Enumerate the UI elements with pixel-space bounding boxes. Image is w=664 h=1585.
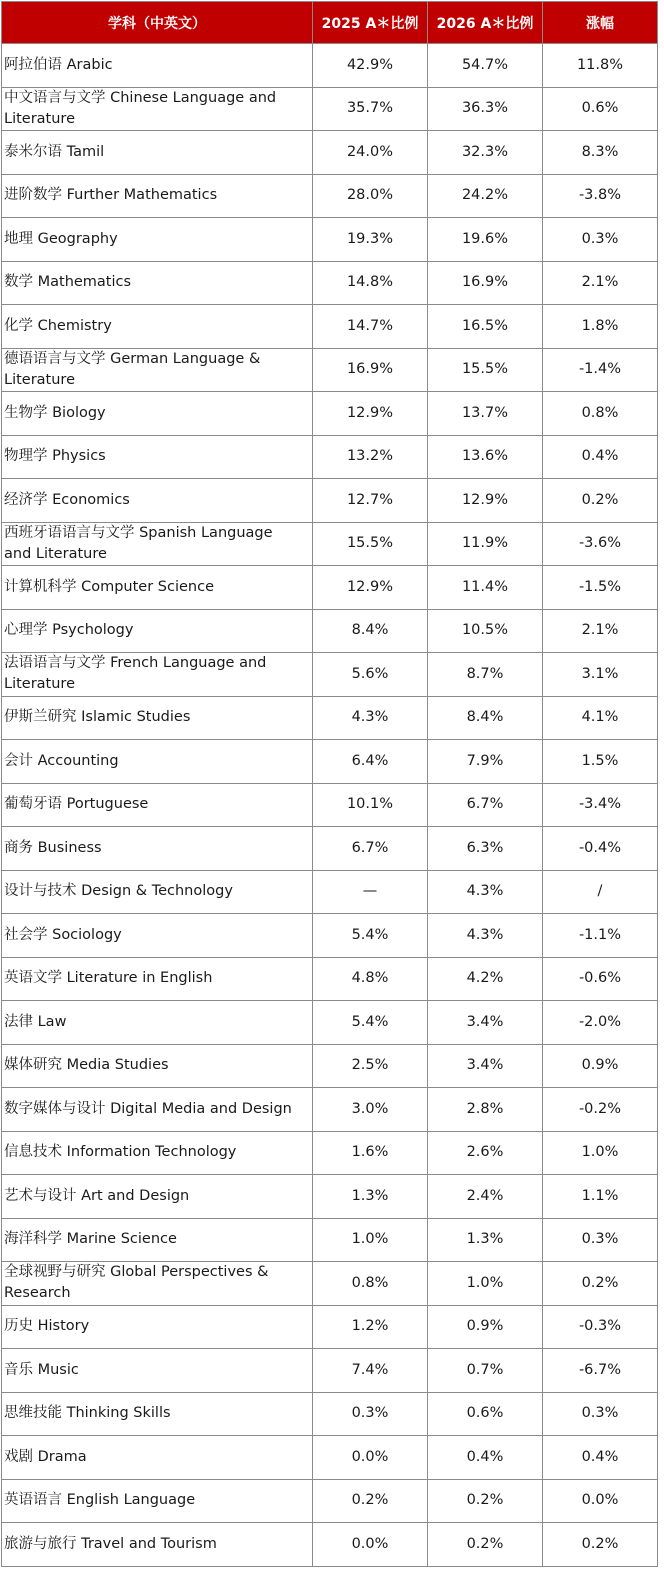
cell-2026: 8.7% [428,653,543,697]
cell-change: -6.7% [543,1349,658,1393]
cell-subject: 地理 Geography [2,218,313,262]
cell-change: 4.1% [543,696,658,740]
table-row [2,566,658,610]
cell-change: 0.3% [543,218,658,262]
table-row [2,1175,658,1219]
cell-subject: 泰米尔语 Tamil [2,131,313,175]
cell-2026: 16.5% [428,305,543,349]
cell-subject: 信息技术 Information Technology [2,1131,313,1175]
cell-change: 0.0% [543,1479,658,1523]
cell-2026: 16.9% [428,261,543,305]
cell-change: 8.3% [543,131,658,175]
cell-subject: 西班牙语语言与文学 Spanish Language and Literature [2,522,313,566]
cell-2025: 12.9% [313,392,428,436]
cell-2025: 5.4% [313,1001,428,1045]
cell-2026: 4.2% [428,957,543,1001]
cell-2026: 12.9% [428,479,543,523]
table-row [2,653,658,697]
cell-change: -1.1% [543,914,658,958]
cell-2026: 3.4% [428,1044,543,1088]
cell-change: / [543,870,658,914]
table-row [2,1349,658,1393]
cell-2026: 8.4% [428,696,543,740]
table-row [2,914,658,958]
cell-2026: 19.6% [428,218,543,262]
cell-subject: 心理学 Psychology [2,609,313,653]
cell-2026: 3.4% [428,1001,543,1045]
cell-subject: 法语语言与文学 French Language and Literature [2,653,313,697]
cell-2026: 54.7% [428,44,543,88]
header-2025: 2025 A＊比例 [313,2,428,44]
cell-2025: 5.4% [313,914,428,958]
header-row [2,2,658,44]
header-change: 涨幅 [543,2,658,44]
cell-2026: 6.3% [428,827,543,871]
cell-2025: 12.9% [313,566,428,610]
cell-change: -0.2% [543,1088,658,1132]
cell-2026: 2.4% [428,1175,543,1219]
cell-subject: 音乐 Music [2,1349,313,1393]
cell-change: 11.8% [543,44,658,88]
table-row [2,218,658,262]
cell-2025: 10.1% [313,783,428,827]
cell-subject: 全球视野与研究 Global Perspectives & Research [2,1262,313,1306]
cell-2026: 0.2% [428,1523,543,1567]
cell-2025: 3.0% [313,1088,428,1132]
cell-2026: 36.3% [428,87,543,131]
cell-2025: 6.7% [313,827,428,871]
cell-2026: 0.4% [428,1436,543,1480]
table-row [2,261,658,305]
cell-subject: 经济学 Economics [2,479,313,523]
table-row [2,131,658,175]
cell-2026: 0.7% [428,1349,543,1393]
cell-change: 0.3% [543,1392,658,1436]
cell-2026: 1.3% [428,1218,543,1262]
cell-2025: 1.6% [313,1131,428,1175]
cell-2025: 13.2% [313,435,428,479]
cell-2025: 0.8% [313,1262,428,1306]
cell-2025: 19.3% [313,218,428,262]
cell-change: 0.3% [543,1218,658,1262]
table-row [2,1392,658,1436]
cell-2026: 6.7% [428,783,543,827]
table-row [2,1131,658,1175]
grades-table [1,1,658,1567]
cell-subject: 旅游与旅行 Travel and Tourism [2,1523,313,1567]
cell-2025: 5.6% [313,653,428,697]
cell-subject: 法律 Law [2,1001,313,1045]
cell-change: 0.6% [543,87,658,131]
cell-2026: 0.2% [428,1479,543,1523]
table-row [2,1479,658,1523]
cell-2025: 0.0% [313,1523,428,1567]
cell-subject: 伊斯兰研究 Islamic Studies [2,696,313,740]
table-row [2,1436,658,1480]
table-row [2,1262,658,1306]
cell-2026: 7.9% [428,740,543,784]
cell-subject: 艺术与设计 Art and Design [2,1175,313,1219]
cell-2025: 35.7% [313,87,428,131]
cell-2025: 42.9% [313,44,428,88]
cell-2026: 4.3% [428,870,543,914]
cell-change: 0.4% [543,435,658,479]
cell-change: -0.4% [543,827,658,871]
table-row [2,1218,658,1262]
table-row [2,479,658,523]
table-row [2,1523,658,1567]
cell-2026: 24.2% [428,174,543,218]
cell-2025: 12.7% [313,479,428,523]
cell-2026: 13.7% [428,392,543,436]
cell-change: 0.9% [543,1044,658,1088]
cell-change: 1.0% [543,1131,658,1175]
cell-subject: 设计与技术 Design & Technology [2,870,313,914]
cell-2025: 8.4% [313,609,428,653]
cell-subject: 海洋科学 Marine Science [2,1218,313,1262]
cell-change: -3.8% [543,174,658,218]
cell-2026: 0.6% [428,1392,543,1436]
cell-subject: 计算机科学 Computer Science [2,566,313,610]
cell-subject: 数字媒体与设计 Digital Media and Design [2,1088,313,1132]
cell-change: 2.1% [543,609,658,653]
cell-subject: 数学 Mathematics [2,261,313,305]
cell-2026: 4.3% [428,914,543,958]
cell-subject: 历史 History [2,1305,313,1349]
cell-2025: 2.5% [313,1044,428,1088]
cell-2025: 0.2% [313,1479,428,1523]
cell-subject: 生物学 Biology [2,392,313,436]
cell-subject: 阿拉伯语 Arabic [2,44,313,88]
cell-subject: 社会学 Sociology [2,914,313,958]
cell-2025: 14.8% [313,261,428,305]
cell-change: 1.5% [543,740,658,784]
cell-subject: 思维技能 Thinking Skills [2,1392,313,1436]
cell-subject: 葡萄牙语 Portuguese [2,783,313,827]
table-row [2,174,658,218]
cell-subject: 德语语言与文学 German Language & Literature [2,348,313,392]
cell-subject: 英语文学 Literature in English [2,957,313,1001]
cell-change: 0.8% [543,392,658,436]
cell-change: -0.3% [543,1305,658,1349]
cell-change: 1.8% [543,305,658,349]
table-row [2,957,658,1001]
cell-change: -1.4% [543,348,658,392]
cell-2025: — [313,870,428,914]
cell-change: 0.2% [543,1523,658,1567]
table-row [2,305,658,349]
cell-2025: 16.9% [313,348,428,392]
cell-subject: 英语语言 English Language [2,1479,313,1523]
table-row [2,522,658,566]
cell-subject: 进阶数学 Further Mathematics [2,174,313,218]
cell-2026: 11.4% [428,566,543,610]
cell-subject: 会计 Accounting [2,740,313,784]
cell-2025: 0.0% [313,1436,428,1480]
cell-2025: 1.0% [313,1218,428,1262]
cell-change: -1.5% [543,566,658,610]
cell-change: -2.0% [543,1001,658,1045]
cell-2025: 24.0% [313,131,428,175]
cell-2025: 0.3% [313,1392,428,1436]
cell-2025: 4.8% [313,957,428,1001]
table-row [2,1044,658,1088]
cell-change: 2.1% [543,261,658,305]
header-subject: 学科（中英文） [2,2,313,44]
table-row [2,44,658,88]
cell-subject: 中文语言与文学 Chinese Language and Literature [2,87,313,131]
table-row [2,870,658,914]
cell-2025: 1.2% [313,1305,428,1349]
cell-subject: 戏剧 Drama [2,1436,313,1480]
cell-subject: 化学 Chemistry [2,305,313,349]
table-row [2,348,658,392]
cell-change: 3.1% [543,653,658,697]
cell-subject: 媒体研究 Media Studies [2,1044,313,1088]
table-row [2,740,658,784]
cell-2026: 2.6% [428,1131,543,1175]
table-body [2,44,658,1567]
table-row [2,1088,658,1132]
table-header [2,2,658,44]
cell-2025: 4.3% [313,696,428,740]
cell-2026: 13.6% [428,435,543,479]
cell-subject: 商务 Business [2,827,313,871]
cell-2026: 10.5% [428,609,543,653]
table-row [2,435,658,479]
cell-2025: 14.7% [313,305,428,349]
table-row [2,392,658,436]
cell-change: 0.4% [543,1436,658,1480]
cell-2025: 6.4% [313,740,428,784]
cell-2026: 1.0% [428,1262,543,1306]
cell-2026: 11.9% [428,522,543,566]
cell-2026: 32.3% [428,131,543,175]
table-row [2,1001,658,1045]
table-row [2,783,658,827]
cell-2026: 0.9% [428,1305,543,1349]
cell-2025: 1.3% [313,1175,428,1219]
table-row [2,87,658,131]
cell-2025: 28.0% [313,174,428,218]
cell-2026: 2.8% [428,1088,543,1132]
table-row [2,609,658,653]
cell-2025: 15.5% [313,522,428,566]
cell-change: 1.1% [543,1175,658,1219]
table-row [2,1305,658,1349]
cell-change: 0.2% [543,1262,658,1306]
cell-2026: 15.5% [428,348,543,392]
cell-change: 0.2% [543,479,658,523]
cell-subject: 物理学 Physics [2,435,313,479]
cell-2025: 7.4% [313,1349,428,1393]
table-row [2,827,658,871]
cell-change: -3.6% [543,522,658,566]
cell-change: -0.6% [543,957,658,1001]
header-2026: 2026 A＊比例 [428,2,543,44]
table-row [2,696,658,740]
cell-change: -3.4% [543,783,658,827]
